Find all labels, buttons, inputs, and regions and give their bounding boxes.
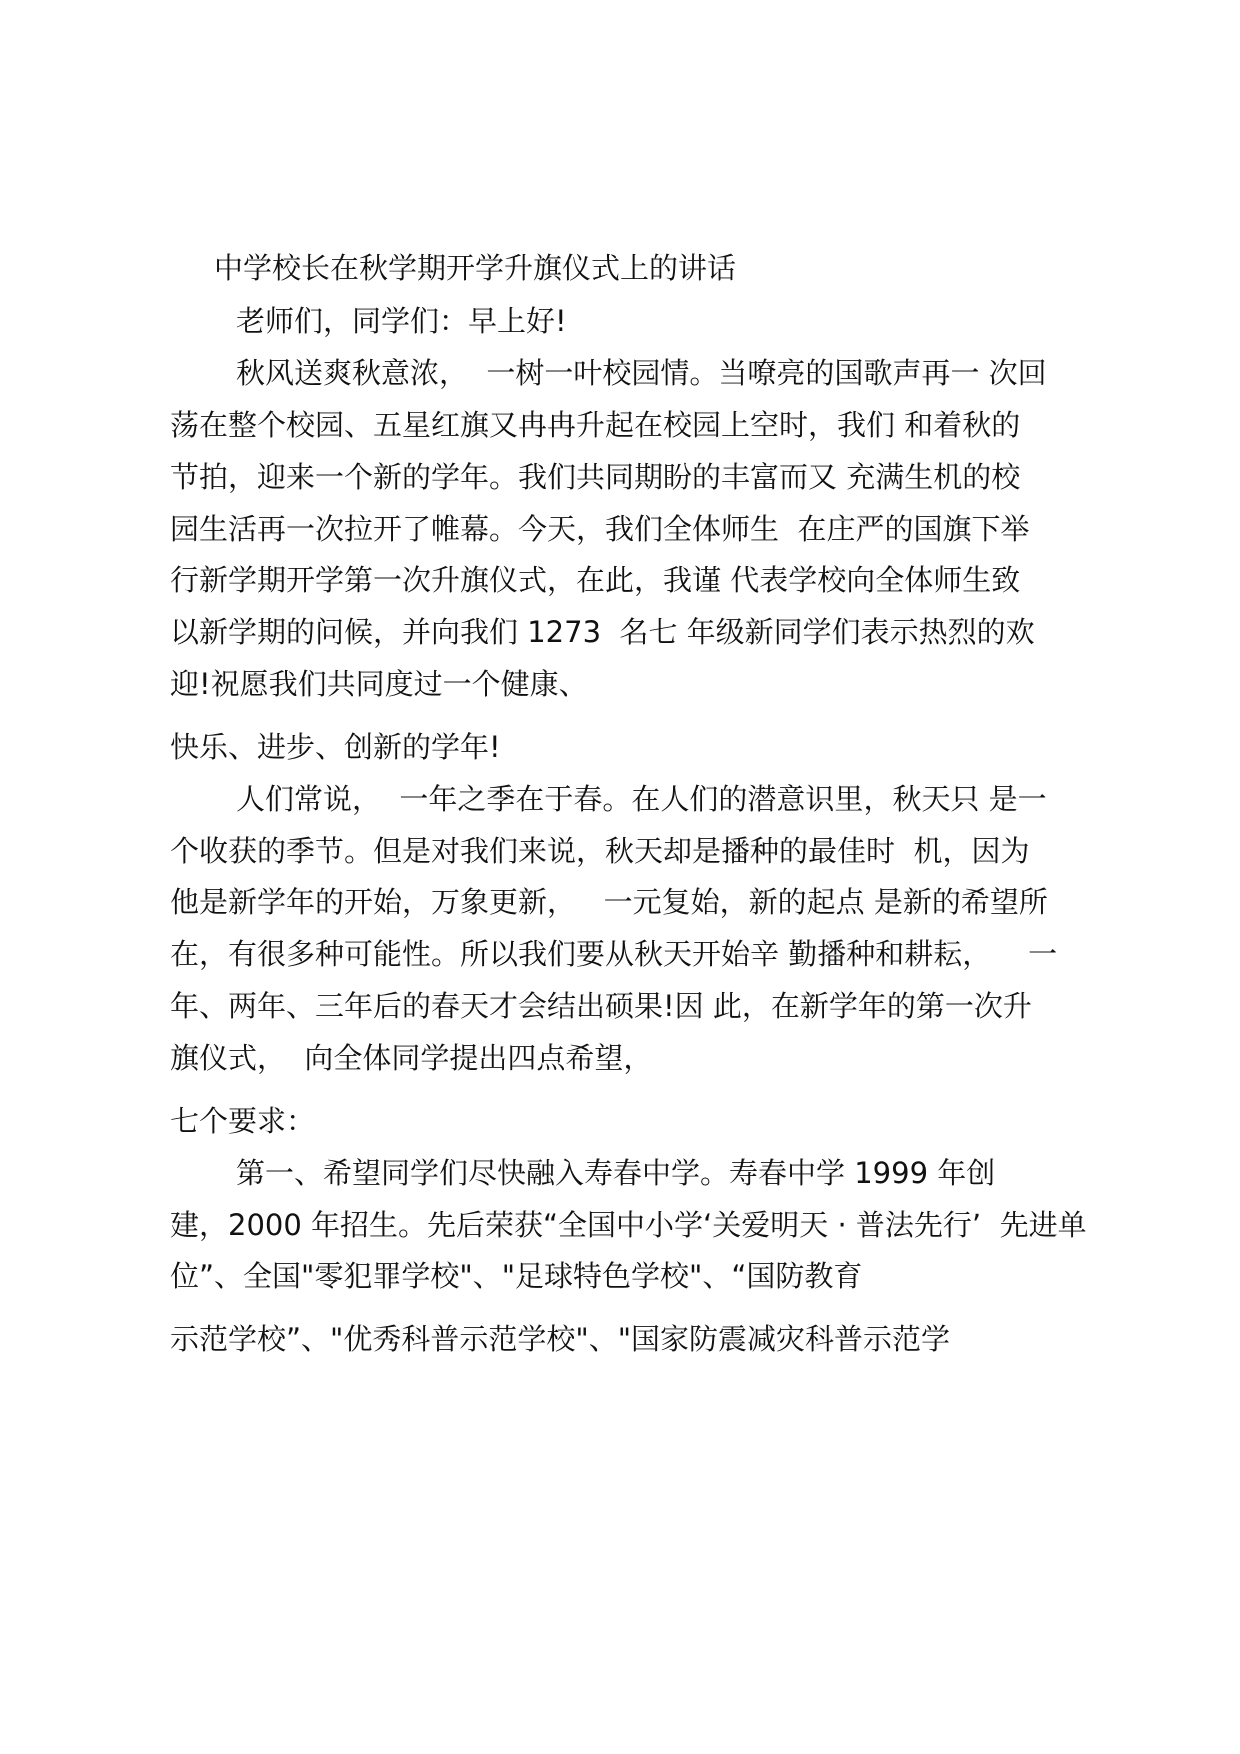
body-line-3: 节拍，迎来一个新的学年。我们共同期盼的丰富而又 充满生机的校: [170, 460, 1021, 494]
body-line-10: 个收获的季节。但是对我们来说，秋天却是播种的最佳时 机，因为: [170, 834, 1030, 868]
body-line-8: 快乐、进步、创新的学年!: [170, 730, 501, 764]
body-line-11: 他是新学年的开始，万象更新， 一元复始，新的起点 是新的希望所: [170, 885, 1048, 919]
body-line-4: 园生活再一次拉开了帷幕。今天，我们全体师生 在庄严的国旗下举: [170, 512, 1030, 546]
greeting-line: 老师们，同学们：早上好!: [236, 304, 567, 338]
document-title: 中学校长在秋学期开学升旗仪式上的讲话: [214, 251, 737, 285]
body-line-14: 旗仪式， 向全体同学提出四点希望，: [170, 1041, 653, 1075]
body-line-13: 年、两年、三年后的春天才会结出硕果!因 此，在新学年的第一次升: [170, 989, 1032, 1023]
body-line-2: 荡在整个校园、五星红旗又冉冉升起在校园上空时，我们 和着秋的: [170, 408, 1021, 442]
body-line-6: 以新学期的问候，并向我们 1273 名七 年级新同学们表示热烈的欢: [170, 615, 1035, 649]
body-line-7: 迎!祝愿我们共同度过一个健康、: [170, 667, 588, 701]
body-line-5: 行新学期开学第一次升旗仪式，在此，我谨 代表学校向全体师生致: [170, 563, 1021, 597]
body-line-19: 示范学校”、"优秀科普示范学校"、"国家防震减灾科普示范学: [170, 1322, 951, 1356]
body-line-1: 秋风送爽秋意浓， 一树一叶校园情。当嘹亮的国歌声再一 次回: [236, 356, 1047, 390]
body-line-18: 位”、全国"零犯罪学校"、"足球特色学校"、“国防教育: [170, 1259, 863, 1293]
body-line-12: 在，有很多种可能性。所以我们要从秋天开始辛 勤播种和耕耘， 一: [170, 937, 1058, 971]
body-line-17: 建，2000 年招生。先后荣获“全国中小学‘关爱明天 · 普法先行’ 先进单: [170, 1208, 1087, 1242]
body-line-9: 人们常说， 一年之季在于春。在人们的潜意识里，秋天只 是一: [236, 782, 1047, 816]
body-line-15: 七个要求：: [170, 1104, 316, 1138]
body-line-16: 第一、希望同学们尽快融入寿春中学。寿春中学 1999 年创: [236, 1156, 996, 1190]
